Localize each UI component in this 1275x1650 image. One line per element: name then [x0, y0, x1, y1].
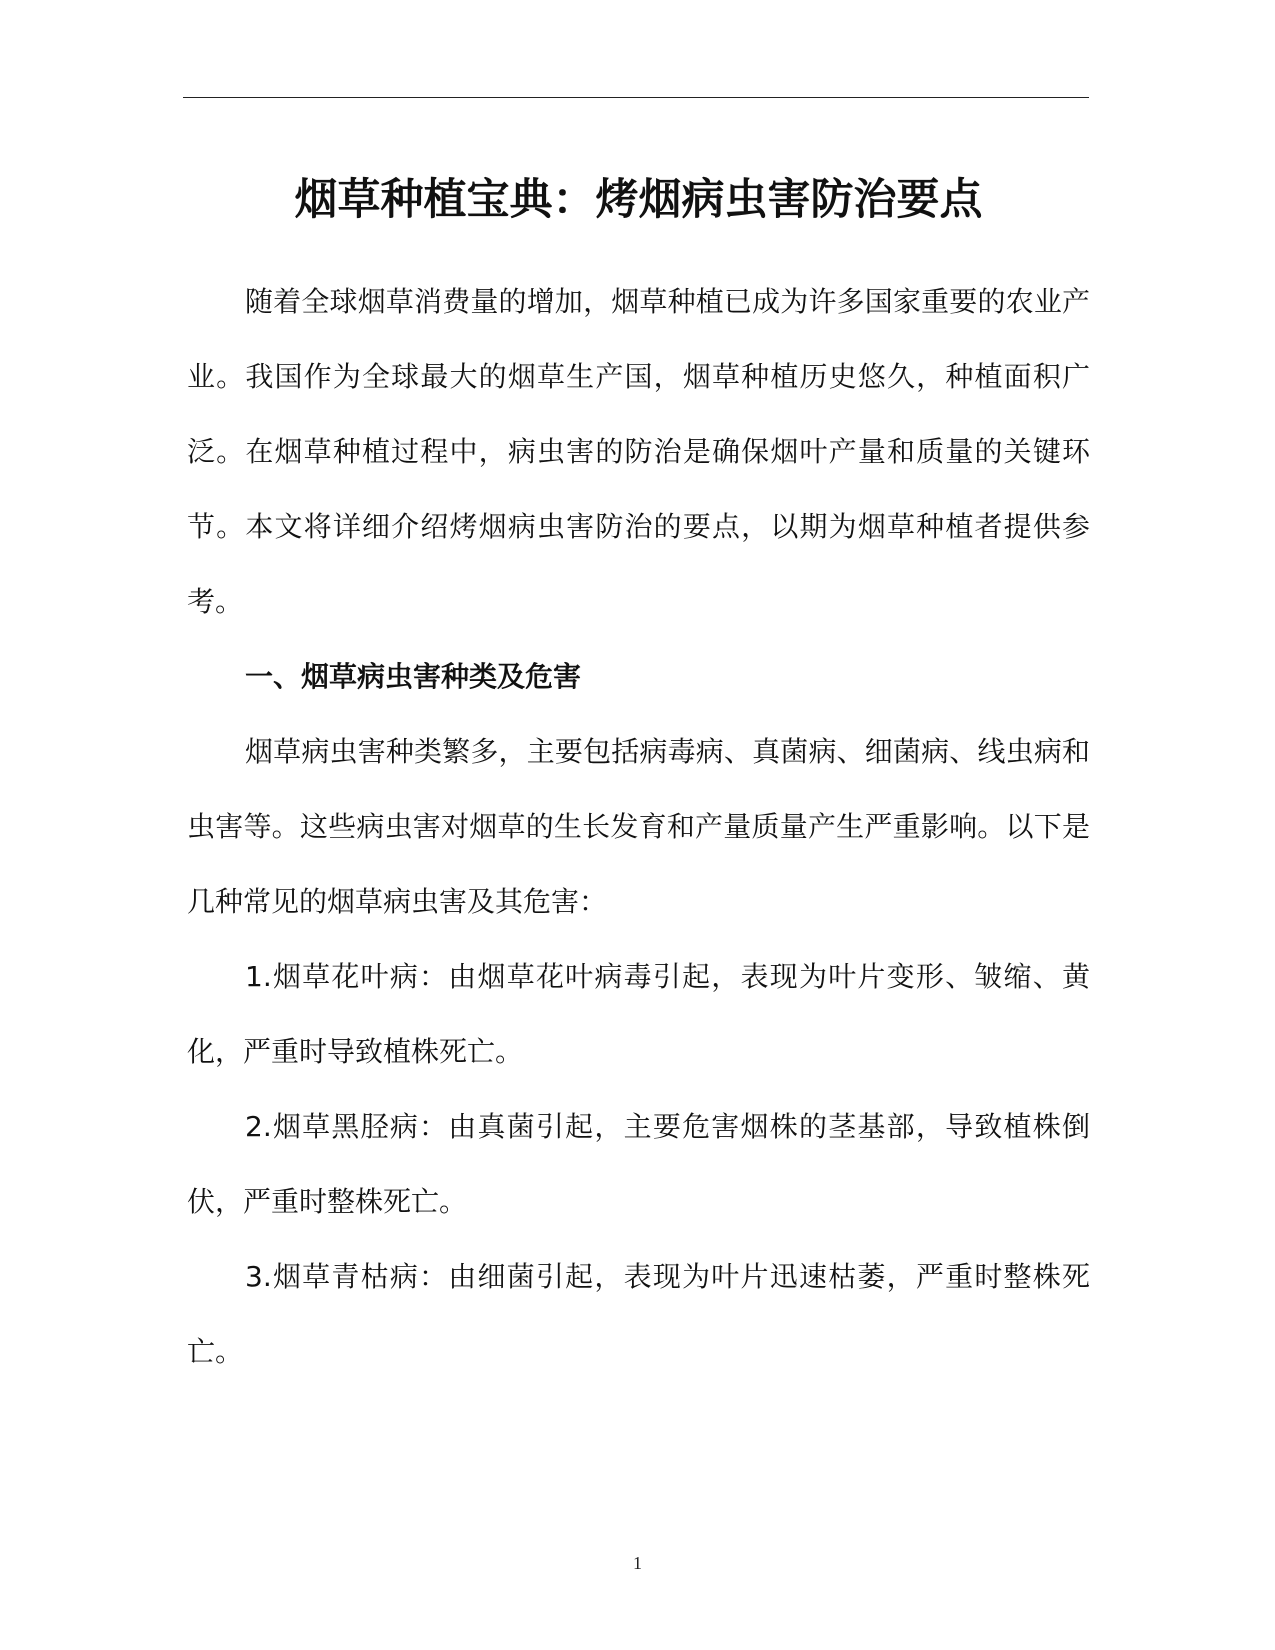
document-title: 烟草种植宝典：烤烟病虫害防治要点: [294, 175, 983, 225]
list-item: 2.烟草黑胫病：由真菌引起，主要危害烟株的茎基部，导致植株倒伏，严重时整株死亡。: [187, 1110, 1090, 1218]
list-item: 3.烟草青枯病：由细菌引起，表现为叶片迅速枯萎，严重时整株死亡。: [187, 1260, 1090, 1368]
page-number: 1: [633, 1553, 642, 1573]
intro-paragraph: 随着全球烟草消费量的增加，烟草种植已成为许多国家重要的农业产业。我国作为全球最大的烟草生产国，烟草种植历史悠久，种植面积广泛。在烟草种植过程中，病虫害的防治是确保烟叶产量和质量的关键环节。本文将详细介绍烤烟病虫害防治的要点，以期为烟草种植者提供参考。: [187, 285, 1090, 618]
section-heading: 一、烟草病虫害种类及危害: [245, 660, 582, 693]
list-item: 1.烟草花叶病：由烟草花叶病毒引起，表现为叶片变形、皱缩、黄化，严重时导致植株死亡。: [187, 960, 1090, 1068]
document-body: [187, 150, 1090, 1389]
section-paragraph: 烟草病虫害种类繁多，主要包括病毒病、真菌病、细菌病、线虫病和虫害等。这些病虫害对烟草的生长发育和产量质量产生严重影响。以下是几种常见的烟草病虫害及其危害：: [187, 735, 1090, 918]
header-rule: [183, 97, 1089, 98]
